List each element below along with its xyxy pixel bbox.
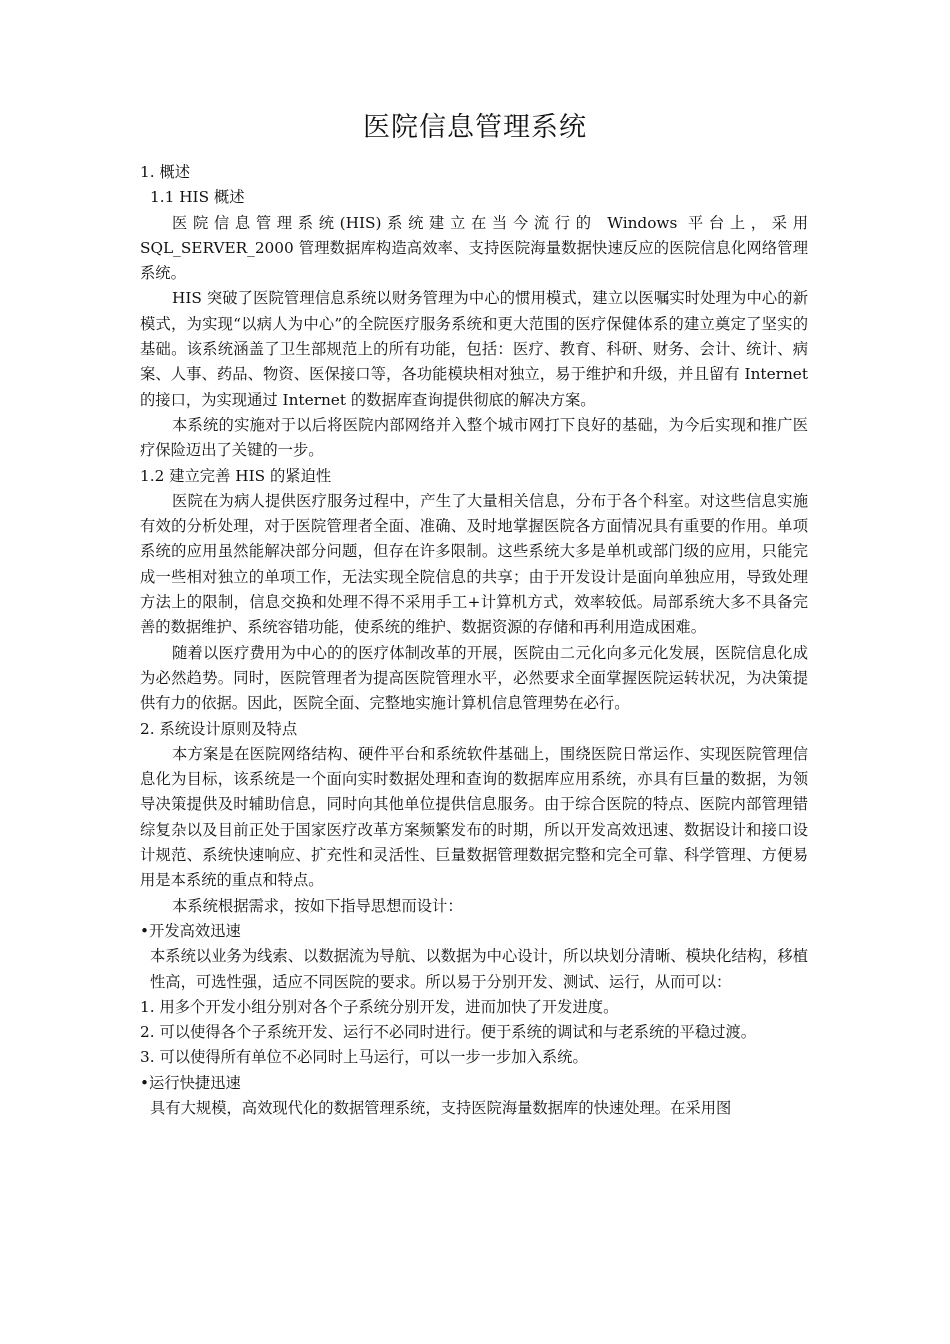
paragraph: 本系统根据需求，按如下指导思想而设计：: [172, 896, 463, 915]
bullet-heading: •开发高效迅速: [140, 921, 241, 940]
document-body: [140, 160, 808, 1121]
list-item: 2. 可以使得各个子系统开发、运行不必同时进行。便于系统的调试和与老系统的平稳过渡。: [140, 1023, 757, 1042]
paragraph: 医院信息管理系统(HIS)系统建立在当今流行的 Windows 平台上，采用 SQL_SERVER_2000 管理数据库构造高效率、支持医院海量数据快速反应的医院信息化网络管理系统。: [140, 213, 808, 283]
section-heading-1: 1. 概述: [140, 163, 191, 181]
section-heading-2: 2. 系统设计原则及特点: [140, 719, 298, 738]
paragraph: 本系统以业务为线索、以数据流为导航、以数据为中心设计，所以块划分清晰、模块化结构，移植性高，可选性强，适应不同医院的要求。所以易于分别开发、测试、运行，从而可以：: [150, 947, 808, 991]
paragraph: 随着以医疗费用为中心的的医疗体制改革的开展，医院由二元化向多元化发展，医院信息化成为必然趋势。同时，医院管理者为提高医院管理水平，必然要求全面掌握医院运转状况，为决策提供有力的依据。因此，医院全面、完整地实施计算机信息管理势在必行。: [140, 643, 808, 713]
paragraph: 本方案是在医院网络结构、硬件平台和系统软件基础上，围绕医院日常运作、实现医院管理信息化为目标，该系统是一个面向实时数据处理和查询的数据库应用系统，亦具有巨量的数据，为领导决策提供及时辅助信息，同时向其他单位提供信息服务。由于综合医院的特点、医院内部管理错综复杂以及目前正处于国家医疗改革方案频繁发布的时期，所以开发高效迅速、数据设计和接口设计规范、系统快速响应、扩充性和灵活性、巨量数据管理数据完整和完全可靠、科学管理、方便易用是本系统的重点和特点。: [140, 744, 808, 890]
list-item: 3. 可以使得所有单位不必同时上马运行，可以一步一步加入系统。: [140, 1048, 588, 1067]
subsection-heading-1-2: 1.2 建立完善 HIS 的紧迫性: [140, 466, 332, 485]
paragraph: 医院在为病人提供医疗服务过程中，产生了大量相关信息，分布于各个科室。对这些信息实施有效的分析处理，对于医院管理者全面、准确、及时地掌握医院各方面情况具有重要的作用。单项系统的应用虽然能解决部分问题，但存在许多限制。这些系统大多是单机或部门级的应用，只能完成一些相对独立的单项工作，无法实现全院信息的共享；由于开发设计是面向单独应用，导致处理方法上的限制，信息交换和处理不得不采用手工+计算机方式，效率较低。局部系统大多不具备完善的数据维护、系统容错功能，使系统的维护、数据资源的存储和再利用造成困难。: [140, 491, 808, 637]
list-item: 1. 用多个开发小组分别对各个子系统分别开发，进而加快了开发进度。: [140, 997, 619, 1016]
paragraph: HIS 突破了医院管理信息系统以财务管理为中心的惯用模式，建立以医嘱实时处理为中心的新模式，为实现“以病人为中心”的全院医疗服务系统和更大范围的医疗保健体系的建立奠定了坚实的基础。该系统涵盖了卫生部规范上的所有功能，包括：医疗、教育、科研、财务、会计、统计、病案、人事、药品、物资、医保接口等，各功能模块相对独立，易于维护和升级，并且留有 Internet 的接口，为实现通过 Internet 的数据库查询提供彻底的解决方案。: [140, 289, 808, 409]
subsection-heading-1-1: 1.1 HIS 概述: [150, 188, 245, 207]
bullet-heading: •运行快捷迅速: [140, 1073, 241, 1092]
paragraph: 本系统的实施对于以后将医院内部网络并入整个城市网打下良好的基础，为今后实现和推广医疗保险迈出了关键的一步。: [140, 415, 808, 460]
paragraph: 具有大规模，高效现代化的数据管理系统，支持医院海量数据库的快速处理。在采用图: [150, 1098, 732, 1117]
document-title: 医院信息管理系统: [363, 112, 587, 143]
